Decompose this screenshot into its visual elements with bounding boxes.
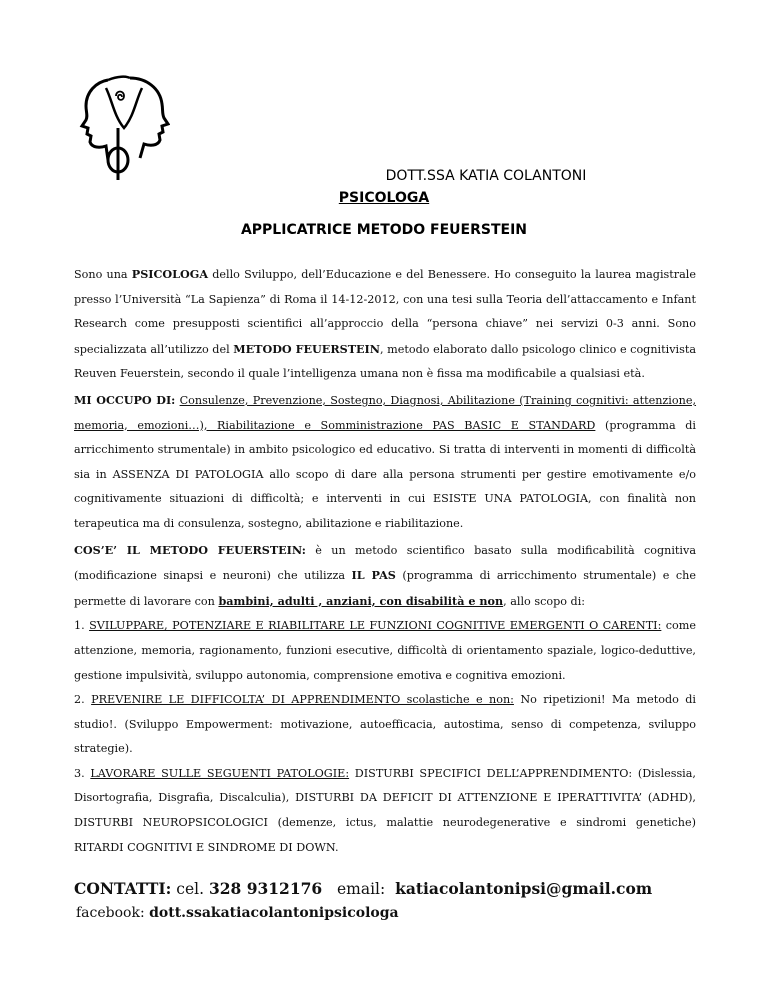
cose-paragraph <box>74 538 696 615</box>
point-1 <box>74 614 696 688</box>
cel-label: cel. <box>171 880 209 898</box>
cose-text-1: è un metodo scientifico basato sulla modificabilità cognitiva (modificazione sinapsi e neuroni) che utilizza <box>74 543 696 583</box>
intro-bold-2: METODO FEUERSTEIN <box>233 341 381 356</box>
facebook-row <box>76 901 714 925</box>
occupo-paragraph <box>74 388 696 537</box>
intro-bold-1: PSICOLOGA <box>131 267 209 281</box>
intro-paragraph <box>74 262 696 387</box>
point-2-number: 2. <box>74 693 92 707</box>
contacts-row <box>74 877 714 901</box>
doctor-name: DOTT.SSA KATIA COLANTONI <box>385 168 587 184</box>
occupo-text: (programma di arricchimento strumentale) in ambito psicologico ed educativo. Si tratta di interventi in momenti di difficoltà sia in ASSENZA DI PATOLOGIA allo scopo di dare alla persona strumenti per gestire emotivamente e/o cognitivamente situazioni di difficoltà; e interventi in cui ESISTE UNA PATOLOGIA, con finalità non terapeutica ma di consulenza, sostegno, abilitazione e riabilitazione. <box>74 418 696 530</box>
point-3-text: DISTURBI SPECIFICI DELL’APPRENDIMENTO: (Dislessia, Disortografia, Disgrafia, Discalculia), DISTURBI DA DEFICIT DI ATTENZIONE E IPERATTIVITA’ (ADHD), DISTURBI NEUROPSICOLOGICI (demenze, ictus, malattie neurodegenerative e sindromi genetiche) RITARDI COGNITIVI E SINDROME DI DOWN. <box>74 766 696 854</box>
cose-text-2: (programma di arricchimento strumentale) e che permette di lavorare con <box>74 569 697 608</box>
method-title: APPLICATRICE METODO FEUERSTEIN <box>240 222 528 238</box>
email-label: email: <box>322 880 396 898</box>
contacts-block <box>74 877 714 925</box>
profession-title: PSICOLOGA <box>338 190 430 206</box>
point-1-text: come attenzione, memoria, ragionamento, funzioni esecutive, difficoltà di orientamento spaziale, logico-deduttive, gestione impulsività, sviluppo autonomia, comprensione emotiva e cognitiva emozioni. <box>74 619 696 682</box>
point-2-heading: PREVENIRE LE DIFFICOLTA’ DI APPRENDIMENTO scolastiche e non: <box>91 693 514 707</box>
point-3 <box>74 762 696 860</box>
psi-heads-logo-icon <box>78 70 170 182</box>
phone-number: 328 9312176 <box>208 879 323 898</box>
facebook-handle: dott.ssakatiacolantonipsicologa <box>149 905 399 921</box>
facebook-label: facebook: <box>76 905 150 921</box>
contacts-label: CONTATTI: <box>74 879 172 898</box>
point-1-heading: SVILUPPARE, POTENZIARE E RIABILITARE LE FUNZIONI COGNITIVE EMERGENTI O CARENTI: <box>89 619 662 633</box>
cose-text-3: , allo scopo di: <box>503 594 586 608</box>
occupo-label: MI OCCUPO DI: <box>74 392 176 407</box>
intro-text-2: dello Sviluppo, dell’Educazione e del Benessere. Ho conseguito la laurea magistrale presso l’Università “La Sapienza” di Roma il 14-12-2012, con una tesi sulla Teoria dell’attaccamento e Infant Research come presupposti scientifici all’approccio della “persona chiave” nei servizi 0-3 anni. Sono specializzata all’utilizzo del <box>74 268 696 356</box>
occupo-underlined: Consulenze, Prevenzione, Sostegno, Diagnosi, Abilitazione (Training cognitivi: attenzione, memoria, emozioni…), Riabilitazione e Somministrazione PAS BASIC E STANDARD <box>74 393 697 432</box>
point-1-number: 1. <box>74 619 90 633</box>
point-3-number: 3. <box>74 766 91 780</box>
cose-bold-underlined: bambini, adulti , anziani, con disabilità e non <box>218 593 504 608</box>
point-2 <box>74 688 696 762</box>
document-body <box>74 262 696 860</box>
intro-text-1: Sono una <box>74 268 132 281</box>
cose-label: COS’E’ IL METODO FEUERSTEIN: <box>74 542 306 557</box>
intro-text-3: , metodo elaborato dallo psicologo clinico e cognitivista Reuven Feuerstein, secondo il quale l’intelligenza umana non è fissa ma modificabile a qualsiasi età. <box>74 342 697 381</box>
point-3-heading: LAVORARE SULLE SEGUENTI PATOLOGIE: <box>90 766 350 780</box>
cose-bold-1: IL PAS <box>351 568 396 583</box>
point-2-text: No ripetizioni! Ma metodo di studio!. (Sviluppo Empowerment: motivazione, autoefficacia, autostima, senso di competenza, sviluppo strategie). <box>74 693 697 756</box>
email-address: katiacolantonipsi@gmail.com <box>395 879 653 898</box>
